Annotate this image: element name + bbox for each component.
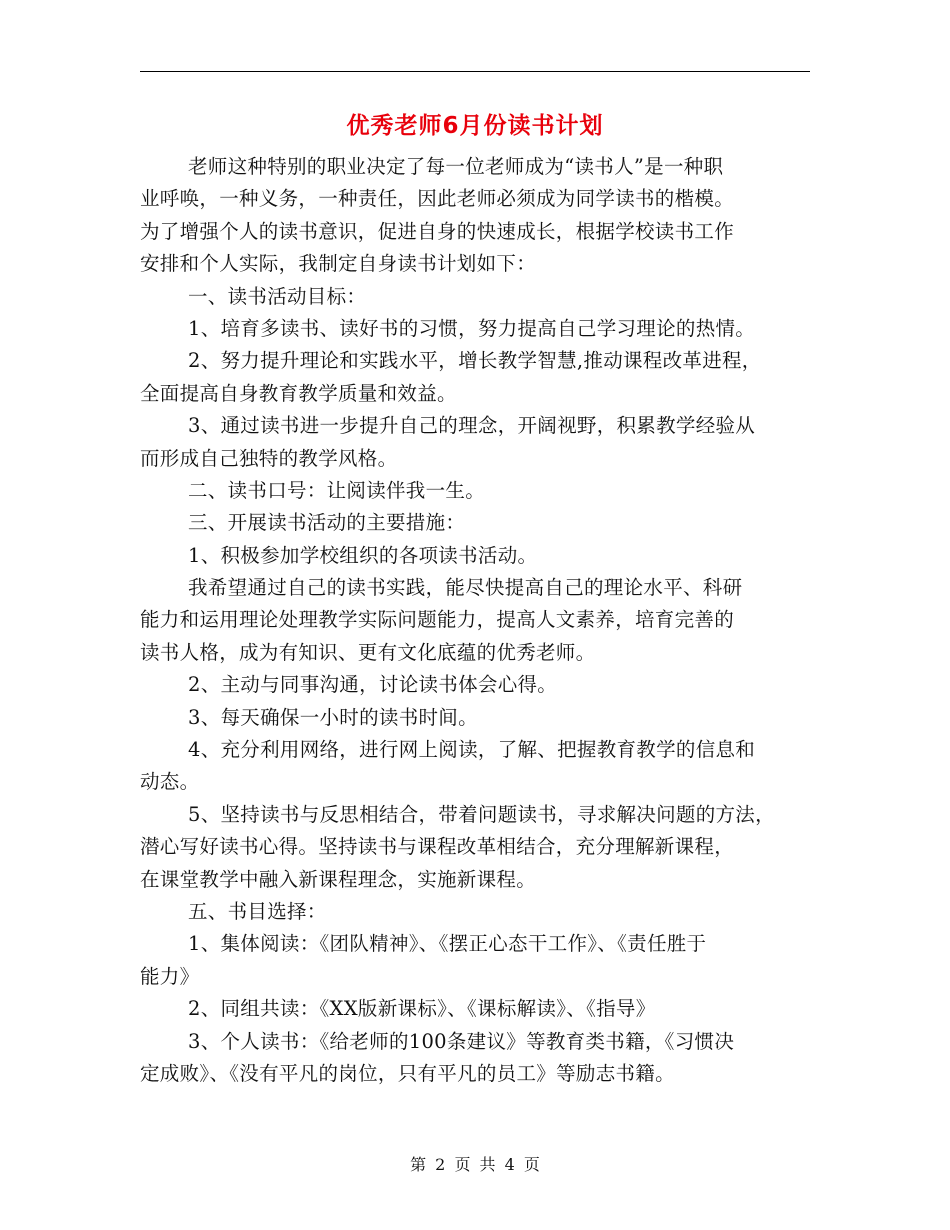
text-line: 安排和个人实际，我制定自身读书计划如下：: [140, 252, 537, 276]
text-line: 1、积极参加学校组织的各项读书活动。: [188, 543, 538, 567]
text-line: 4、充分利用网络，进行网上阅读，了解、把握教育教学的信息和: [188, 738, 756, 762]
text-line: 5、坚持读书与反思相结合，带着问题读书，寻求解决问题的方法，: [188, 802, 775, 826]
text-line: 潜心写好读书心得。坚持读书与课程改革相结合，充分理解新课程，: [140, 835, 735, 859]
text-line: 我希望通过自己的读书实践，能尽快提高自己的理论水平、科研: [188, 576, 743, 600]
text-line: 读书人格，成为有知识、更有文化底蕴的优秀老师。: [140, 640, 596, 664]
text-line: 业呼唤，一种义务，一种责任，因此老师必须成为同学读书的楷模。: [140, 187, 735, 211]
text-line: 3、个人读书：《给老师的100条建议》等教育类书籍，《习惯决: [188, 1029, 735, 1053]
text-line: 3、每天确保一小时的读书时间。: [188, 705, 478, 729]
text-line: 2、同组共读：《XX版新课标》、《课标解读》、《指导》: [188, 997, 656, 1021]
text-line: 为了增强个人的读书意识，促进自身的快速成长，根据学校读书工作: [140, 219, 735, 243]
text-line: 五、书目选择：: [188, 899, 327, 923]
text-line: 三、开展读书活动的主要措施：: [188, 511, 466, 535]
text-line: 一、读书活动目标：: [188, 284, 367, 308]
text-line: 能力》: [140, 964, 200, 988]
text-line: 而形成自己独特的教学风格。: [140, 446, 398, 470]
text-line: 老师这种特别的职业决定了每一位老师成为“读书人”是一种职: [188, 155, 724, 178]
text-line: 2、努力提升理论和实践水平，增长教学智慧,推动课程改革进程，: [188, 349, 762, 373]
header-rule: [140, 71, 810, 72]
text-line: 能力和运用理论处理教学实际问题能力，提高人文素养，培育完善的: [140, 608, 735, 632]
text-line: 1、培育多读书、读好书的习惯，努力提高自己学习理论的热情。: [188, 316, 756, 340]
document-title: 优秀老师6月份读书计划: [346, 113, 604, 139]
text-line: 定成败》、《没有平凡的岗位，只有平凡的员工》等励志书籍。: [140, 1061, 675, 1085]
document-body: [140, 151, 820, 1090]
text-line: 全面提高自身教育教学质量和效益。: [140, 381, 457, 405]
text-line: 动态。: [140, 770, 200, 794]
text-line: 二、读书口号：让阅读伴我一生。: [188, 478, 486, 502]
text-line: 1、集体阅读：《团队精神》、《摆正心态干工作》、《责任胜于: [188, 932, 707, 956]
text-line: 在课堂教学中融入新课程理念，实施新课程。: [140, 867, 537, 891]
page-number-footer: 第 2 页 共 4 页: [410, 1155, 540, 1174]
text-line: 3、通过读书进一步提升自己的理念，开阔视野，积累教学经验从: [188, 414, 756, 438]
text-line: 2、主动与同事沟通，讨论读书体会心得。: [188, 673, 558, 697]
